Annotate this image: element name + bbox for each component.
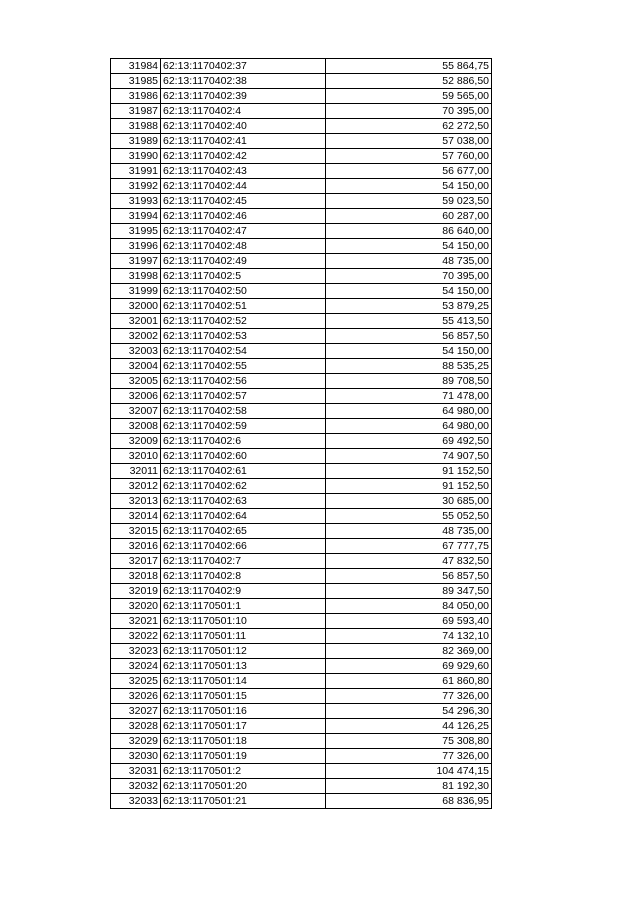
- cadastral-value-table: [110, 58, 492, 809]
- row-number-cell: 32003: [111, 344, 161, 359]
- row-number-cell: 31987: [111, 104, 161, 119]
- table-row: [111, 704, 492, 719]
- row-number-cell: 31996: [111, 239, 161, 254]
- value-cell: 55 413,50: [326, 314, 492, 329]
- value-cell: 77 326,00: [326, 749, 492, 764]
- value-cell: 67 777,75: [326, 539, 492, 554]
- value-cell: 64 980,00: [326, 404, 492, 419]
- table-row: [111, 494, 492, 509]
- table-row: [111, 524, 492, 539]
- cadastral-number-cell: 62:13:1170501:20: [161, 779, 326, 794]
- row-number-cell: 32017: [111, 554, 161, 569]
- table-row: [111, 659, 492, 674]
- row-number-cell: 32015: [111, 524, 161, 539]
- value-cell: 54 150,00: [326, 239, 492, 254]
- cadastral-number-cell: 62:13:1170402:46: [161, 209, 326, 224]
- value-cell: 61 860,80: [326, 674, 492, 689]
- cadastral-number-cell: 62:13:1170402:8: [161, 569, 326, 584]
- table-row: [111, 59, 492, 74]
- value-cell: 70 395,00: [326, 104, 492, 119]
- cadastral-number-cell: 62:13:1170402:61: [161, 464, 326, 479]
- row-number-cell: 32018: [111, 569, 161, 584]
- row-number-cell: 31986: [111, 89, 161, 104]
- table-row: [111, 329, 492, 344]
- row-number-cell: 31994: [111, 209, 161, 224]
- value-cell: 82 369,00: [326, 644, 492, 659]
- value-cell: 56 857,50: [326, 569, 492, 584]
- row-number-cell: 31990: [111, 149, 161, 164]
- row-number-cell: 32022: [111, 629, 161, 644]
- value-cell: 60 287,00: [326, 209, 492, 224]
- row-number-cell: 32013: [111, 494, 161, 509]
- value-cell: 44 126,25: [326, 719, 492, 734]
- value-cell: 89 347,50: [326, 584, 492, 599]
- value-cell: 47 832,50: [326, 554, 492, 569]
- cadastral-number-cell: 62:13:1170402:42: [161, 149, 326, 164]
- cadastral-number-cell: 62:13:1170402:9: [161, 584, 326, 599]
- value-cell: 54 150,00: [326, 344, 492, 359]
- cadastral-number-cell: 62:13:1170501:18: [161, 734, 326, 749]
- value-cell: 81 192,30: [326, 779, 492, 794]
- row-number-cell: 32011: [111, 464, 161, 479]
- table-row: [111, 269, 492, 284]
- table-row: [111, 89, 492, 104]
- row-number-cell: 32010: [111, 449, 161, 464]
- value-cell: 69 593,40: [326, 614, 492, 629]
- value-cell: 56 677,00: [326, 164, 492, 179]
- row-number-cell: 32019: [111, 584, 161, 599]
- cadastral-number-cell: 62:13:1170402:6: [161, 434, 326, 449]
- value-cell: 48 735,00: [326, 524, 492, 539]
- table-row: [111, 614, 492, 629]
- row-number-cell: 31997: [111, 254, 161, 269]
- cadastral-number-cell: 62:13:1170402:37: [161, 59, 326, 74]
- table-row: [111, 554, 492, 569]
- table-row: [111, 134, 492, 149]
- value-cell: 74 907,50: [326, 449, 492, 464]
- value-cell: 55 864,75: [326, 59, 492, 74]
- value-cell: 69 492,50: [326, 434, 492, 449]
- row-number-cell: 32020: [111, 599, 161, 614]
- value-cell: 104 474,15: [326, 764, 492, 779]
- value-cell: 57 760,00: [326, 149, 492, 164]
- cadastral-number-cell: 62:13:1170402:7: [161, 554, 326, 569]
- row-number-cell: 32009: [111, 434, 161, 449]
- row-number-cell: 32025: [111, 674, 161, 689]
- value-cell: 75 308,80: [326, 734, 492, 749]
- value-cell: 59 565,00: [326, 89, 492, 104]
- value-cell: 59 023,50: [326, 194, 492, 209]
- table-body: [111, 59, 492, 809]
- table-row: [111, 569, 492, 584]
- row-number-cell: 31993: [111, 194, 161, 209]
- cadastral-number-cell: 62:13:1170402:64: [161, 509, 326, 524]
- row-number-cell: 32016: [111, 539, 161, 554]
- cadastral-number-cell: 62:13:1170501:1: [161, 599, 326, 614]
- cadastral-number-cell: 62:13:1170501:17: [161, 719, 326, 734]
- value-cell: 56 857,50: [326, 329, 492, 344]
- cadastral-number-cell: 62:13:1170402:53: [161, 329, 326, 344]
- row-number-cell: 32029: [111, 734, 161, 749]
- table-row: [111, 149, 492, 164]
- row-number-cell: 31985: [111, 74, 161, 89]
- table-row: [111, 74, 492, 89]
- table-row: [111, 179, 492, 194]
- row-number-cell: 32030: [111, 749, 161, 764]
- value-cell: 91 152,50: [326, 464, 492, 479]
- cadastral-number-cell: 62:13:1170402:59: [161, 419, 326, 434]
- cadastral-number-cell: 62:13:1170501:21: [161, 794, 326, 809]
- cadastral-number-cell: 62:13:1170501:13: [161, 659, 326, 674]
- table-row: [111, 164, 492, 179]
- row-number-cell: 32008: [111, 419, 161, 434]
- row-number-cell: 32028: [111, 719, 161, 734]
- table-row: [111, 404, 492, 419]
- row-number-cell: 32004: [111, 359, 161, 374]
- row-number-cell: 32000: [111, 299, 161, 314]
- row-number-cell: 32006: [111, 389, 161, 404]
- table-row: [111, 449, 492, 464]
- row-number-cell: 31999: [111, 284, 161, 299]
- cadastral-number-cell: 62:13:1170501:19: [161, 749, 326, 764]
- table-row: [111, 719, 492, 734]
- row-number-cell: 32002: [111, 329, 161, 344]
- value-cell: 88 535,25: [326, 359, 492, 374]
- table-row: [111, 374, 492, 389]
- cadastral-number-cell: 62:13:1170402:38: [161, 74, 326, 89]
- table-row: [111, 344, 492, 359]
- value-cell: 54 150,00: [326, 284, 492, 299]
- row-number-cell: 32024: [111, 659, 161, 674]
- row-number-cell: 31989: [111, 134, 161, 149]
- table-row: [111, 629, 492, 644]
- row-number-cell: 31992: [111, 179, 161, 194]
- table-row: [111, 749, 492, 764]
- table-row: [111, 584, 492, 599]
- table-row: [111, 539, 492, 554]
- value-cell: 70 395,00: [326, 269, 492, 284]
- cadastral-number-cell: 62:13:1170402:43: [161, 164, 326, 179]
- row-number-cell: 31984: [111, 59, 161, 74]
- value-cell: 89 708,50: [326, 374, 492, 389]
- table-row: [111, 794, 492, 809]
- table-row: [111, 734, 492, 749]
- cadastral-number-cell: 62:13:1170501:12: [161, 644, 326, 659]
- row-number-cell: 32001: [111, 314, 161, 329]
- cadastral-number-cell: 62:13:1170402:63: [161, 494, 326, 509]
- table-row: [111, 359, 492, 374]
- row-number-cell: 32033: [111, 794, 161, 809]
- cadastral-number-cell: 62:13:1170402:58: [161, 404, 326, 419]
- row-number-cell: 32005: [111, 374, 161, 389]
- table-row: [111, 464, 492, 479]
- value-cell: 64 980,00: [326, 419, 492, 434]
- table-row: [111, 689, 492, 704]
- cadastral-number-cell: 62:13:1170402:57: [161, 389, 326, 404]
- cadastral-number-cell: 62:13:1170501:10: [161, 614, 326, 629]
- value-cell: 55 052,50: [326, 509, 492, 524]
- cadastral-number-cell: 62:13:1170402:47: [161, 224, 326, 239]
- row-number-cell: 31988: [111, 119, 161, 134]
- cadastral-number-cell: 62:13:1170402:4: [161, 104, 326, 119]
- row-number-cell: 32014: [111, 509, 161, 524]
- row-number-cell: 32027: [111, 704, 161, 719]
- table-row: [111, 254, 492, 269]
- table-row: [111, 779, 492, 794]
- value-cell: 69 929,60: [326, 659, 492, 674]
- cadastral-number-cell: 62:13:1170501:15: [161, 689, 326, 704]
- table-row: [111, 419, 492, 434]
- table-row: [111, 674, 492, 689]
- table-row: [111, 479, 492, 494]
- value-cell: 52 886,50: [326, 74, 492, 89]
- value-cell: 48 735,00: [326, 254, 492, 269]
- cadastral-number-cell: 62:13:1170402:5: [161, 269, 326, 284]
- value-cell: 62 272,50: [326, 119, 492, 134]
- value-cell: 86 640,00: [326, 224, 492, 239]
- row-number-cell: 31995: [111, 224, 161, 239]
- table-row: [111, 119, 492, 134]
- row-number-cell: 32032: [111, 779, 161, 794]
- cadastral-number-cell: 62:13:1170402:45: [161, 194, 326, 209]
- value-cell: 54 296,30: [326, 704, 492, 719]
- cadastral-number-cell: 62:13:1170402:62: [161, 479, 326, 494]
- cadastral-number-cell: 62:13:1170402:41: [161, 134, 326, 149]
- cadastral-number-cell: 62:13:1170501:16: [161, 704, 326, 719]
- cadastral-number-cell: 62:13:1170402:60: [161, 449, 326, 464]
- row-number-cell: 32031: [111, 764, 161, 779]
- cadastral-number-cell: 62:13:1170402:40: [161, 119, 326, 134]
- row-number-cell: 31991: [111, 164, 161, 179]
- cadastral-number-cell: 62:13:1170402:54: [161, 344, 326, 359]
- cadastral-number-cell: 62:13:1170402:50: [161, 284, 326, 299]
- value-cell: 84 050,00: [326, 599, 492, 614]
- table-row: [111, 209, 492, 224]
- table-row: [111, 599, 492, 614]
- row-number-cell: 32012: [111, 479, 161, 494]
- cadastral-number-cell: 62:13:1170501:2: [161, 764, 326, 779]
- value-cell: 74 132,10: [326, 629, 492, 644]
- table-row: [111, 644, 492, 659]
- table-row: [111, 239, 492, 254]
- cadastral-number-cell: 62:13:1170402:66: [161, 539, 326, 554]
- value-cell: 30 685,00: [326, 494, 492, 509]
- table-row: [111, 389, 492, 404]
- value-cell: 53 879,25: [326, 299, 492, 314]
- row-number-cell: 32023: [111, 644, 161, 659]
- table-row: [111, 764, 492, 779]
- value-cell: 77 326,00: [326, 689, 492, 704]
- value-cell: 91 152,50: [326, 479, 492, 494]
- cadastral-number-cell: 62:13:1170402:65: [161, 524, 326, 539]
- cadastral-number-cell: 62:13:1170402:52: [161, 314, 326, 329]
- table-row: [111, 284, 492, 299]
- cadastral-number-cell: 62:13:1170402:56: [161, 374, 326, 389]
- cadastral-number-cell: 62:13:1170402:48: [161, 239, 326, 254]
- table-row: [111, 314, 492, 329]
- value-cell: 71 478,00: [326, 389, 492, 404]
- cadastral-number-cell: 62:13:1170402:55: [161, 359, 326, 374]
- cadastral-number-cell: 62:13:1170501:11: [161, 629, 326, 644]
- table-row: [111, 509, 492, 524]
- row-number-cell: 32021: [111, 614, 161, 629]
- value-cell: 57 038,00: [326, 134, 492, 149]
- table-row: [111, 434, 492, 449]
- cadastral-number-cell: 62:13:1170402:51: [161, 299, 326, 314]
- value-cell: 54 150,00: [326, 179, 492, 194]
- cadastral-number-cell: 62:13:1170501:14: [161, 674, 326, 689]
- table-row: [111, 299, 492, 314]
- cadastral-number-cell: 62:13:1170402:39: [161, 89, 326, 104]
- row-number-cell: 32007: [111, 404, 161, 419]
- table-row: [111, 224, 492, 239]
- cadastral-number-cell: 62:13:1170402:44: [161, 179, 326, 194]
- value-cell: 68 836,95: [326, 794, 492, 809]
- row-number-cell: 31998: [111, 269, 161, 284]
- table-row: [111, 104, 492, 119]
- table-row: [111, 194, 492, 209]
- cadastral-number-cell: 62:13:1170402:49: [161, 254, 326, 269]
- row-number-cell: 32026: [111, 689, 161, 704]
